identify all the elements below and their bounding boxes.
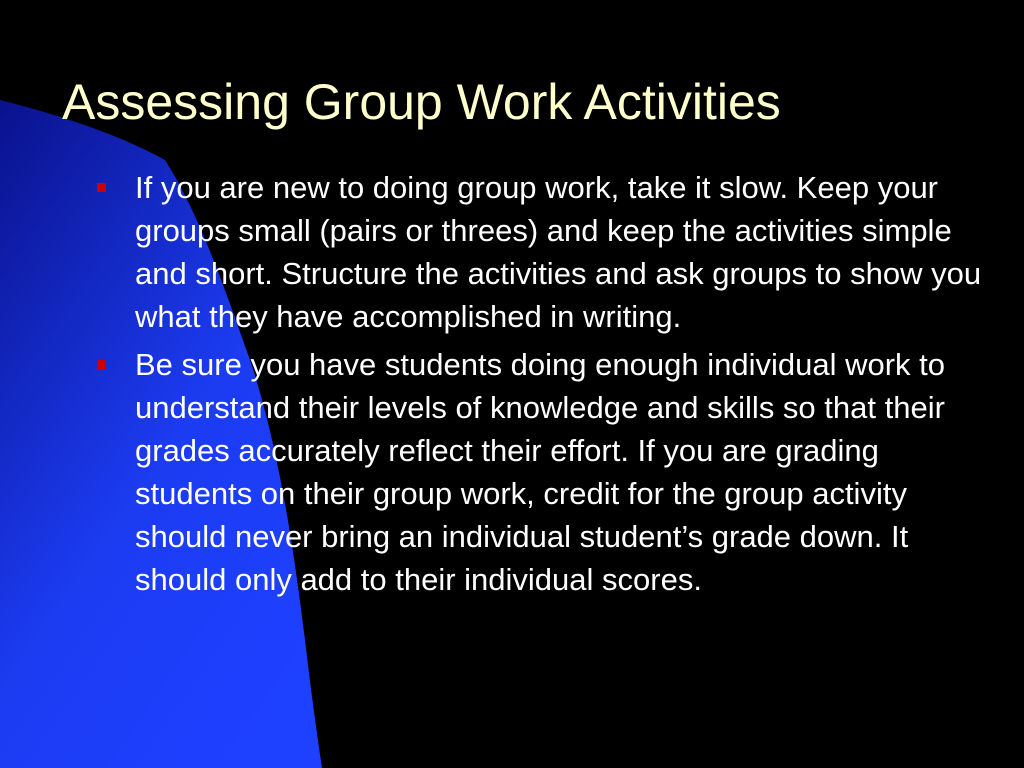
bullet-item bbox=[97, 166, 997, 338]
bullet-item bbox=[97, 343, 997, 601]
bullet-text: Be sure you have students doing enough individual work to understand their levels of knowledge and skills so that their grades accurately reflect their effort. If you are grading students on their group work, credit for the group activity should never bring an individual student’s grade down. It should only add to their individual scores. bbox=[135, 347, 945, 597]
bullet-text: If you are new to doing group work, take it slow. Keep your groups small (pairs or threes) and keep the activities simple and short. Structure the activities and ask groups to show you what they have accomplished in writing. bbox=[135, 170, 982, 334]
bullet-list bbox=[97, 166, 997, 606]
slide-title: Assessing Group Work Activities bbox=[62, 74, 781, 130]
square-bullet-icon bbox=[97, 183, 106, 192]
square-bullet-icon bbox=[97, 360, 106, 369]
